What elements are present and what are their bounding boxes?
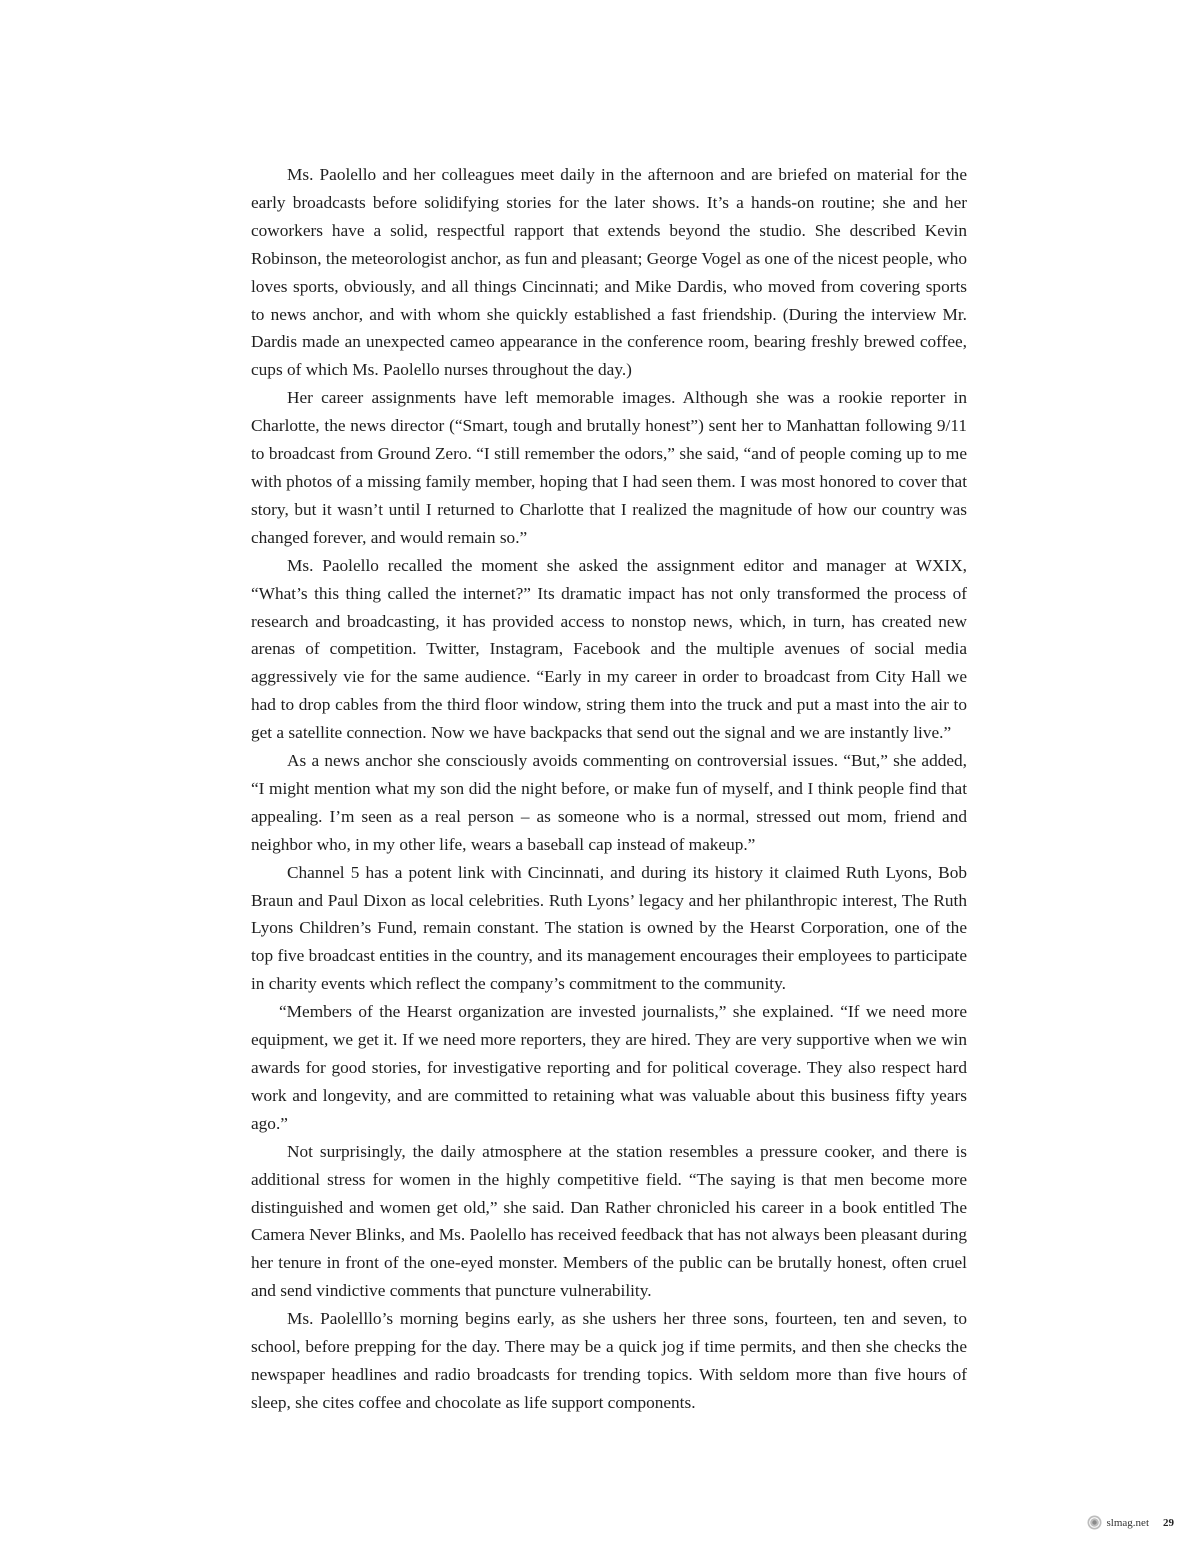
article-body	[251, 161, 967, 1417]
paragraph: Ms. Paolelllo’s morning begins early, as she ushers her three sons, fourteen, ten and seven, to school, before prepping for the day. There may be a quick jog if time permits, and then she checks the newspaper headlines and radio broadcasts for trending topics. With seldom more than five hours of sleep, she cites coffee and chocolate as life support components.	[251, 1309, 967, 1412]
site-url: slmag.net	[1106, 1516, 1149, 1529]
paragraph: Channel 5 has a potent link with Cincinnati, and during its history it claimed Ruth Lyons, Bob Braun and Paul Dixon as local celebrities. Ruth Lyons’ legacy and her philanthropic interest, The Ruth Lyons Children’s Fund, remain constant. The station is owned by the Hearst Corporation, one of the top five broadcast entities in the country, and its management encourages their employees to participate in charity events which reflect the company’s commitment to the community.	[251, 862, 967, 994]
paragraph: Ms. Paolello and her colleagues meet daily in the afternoon and are briefed on material for the early broadcasts before solidifying stories for the later shows. It’s a hands-on routine; she and her coworkers have a solid, respectful rapport that extends beyond the studio. She described Kevin Robinson, the meteorologist anchor, as fun and pleasant; George Vogel as one of the nicest people, who loves sports, obviously, and all things Cincinnati; and Mike Dardis, who moved from covering sports to news anchor, and with whom she quickly established a fast friendship. (During the interview Mr. Dardis made an unexpected cameo appearance in the conference room, bearing freshly brewed coffee, cups of which Ms. Paolello nurses throughout the day.)	[251, 165, 967, 380]
paragraph: As a news anchor she consciously avoids commenting on controversial issues. “But,” she added, “I might mention what my son did the night before, or make fun of myself, and I think people find that appealing. I’m seen as a real person – as someone who is a normal, stressed out mom, friend and neighbor who, in my other life, wears a baseball cap instead of makeup.”	[251, 751, 967, 854]
paragraph: “Members of the Hearst organization are invested journalists,” she explained. “If we need more equipment, we get it. If we need more reporters, they are hired. They are very supportive when we win awards for good stories, for investigative reporting and for political coverage. They also respect hard work and longevity, and are committed to retaining what was valuable about this business fifty years ago.”	[251, 1002, 967, 1133]
page-number: 29	[1163, 1516, 1174, 1529]
slmag-logo-icon	[1087, 1515, 1102, 1530]
paragraph: Not surprisingly, the daily atmosphere at the station resembles a pressure cooker, and there is additional stress for women in the highly competitive field. “The saying is that men become more distinguished and women get old,” she said. Dan Rather chronicled his career in a book entitled The Camera Never Blinks, and Ms. Paolello has received feedback that has not always been pleasant during her tenure in front of the one-eyed monster. Members of the public can be brutally honest, often cruel and send vindictive comments that puncture vulnerability.	[251, 1141, 967, 1301]
page-footer	[1087, 1515, 1174, 1530]
paragraph: Ms. Paolello recalled the moment she asked the assignment editor and manager at WXIX, “What’s this thing called the internet?” Its dramatic impact has not only transformed the process of research and broadcasting, it has provided access to nonstop news, which, in turn, has created new arenas of competition. Twitter, Instagram, Facebook and the multiple avenues of social media aggressively vie for the same audience. “Early in my career in order to broadcast from City Hall we had to drop cables from the third floor window, string them into the truck and put a mast into the air to get a satellite connection. Now we have backpacks that send out the signal and we are instantly live.”	[251, 555, 967, 743]
paragraph: Her career assignments have left memorable images. Although she was a rookie reporter in Charlotte, the news director (“Smart, tough and brutally honest”) sent her to Manhattan following 9/11 to broadcast from Ground Zero. “I still remember the odors,” she said, “and of people coming up to me with photos of a missing family member, hoping that I had seen them. I was most honored to cover that story, but it wasn’t until I returned to Charlotte that I realized the magnitude of how our country was changed forever, and would remain so.”	[251, 388, 967, 547]
